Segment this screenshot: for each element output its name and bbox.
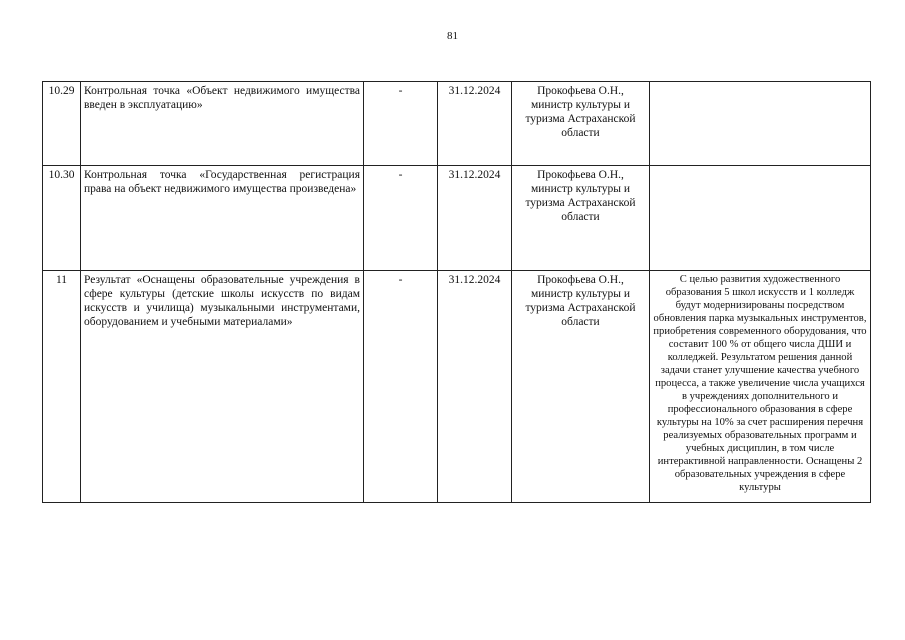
table-row [43, 271, 871, 503]
row-name: Контрольная точка «Государственная регистрация права на объект недвижимого имущества произведена» [81, 166, 364, 271]
row-dash: - [364, 82, 438, 166]
row-name: Результат «Оснащены образовательные учреждения в сфере культуры (детские школы искусств по видам искусств и училища) музыкальными инструментами, оборудованием и учебными материалами» [81, 271, 364, 503]
row-comment [650, 166, 871, 271]
table-row [43, 166, 871, 271]
row-number: 10.29 [43, 82, 81, 166]
page-number: 81 [447, 30, 458, 42]
row-date: 31.12.2024 [438, 166, 512, 271]
row-number: 11 [43, 271, 81, 503]
row-responsible: Прокофьева О.Н., министр культуры и туризма Астраханской области [512, 271, 650, 503]
row-number: 10.30 [43, 166, 81, 271]
plan-table [42, 81, 871, 503]
row-comment [650, 82, 871, 166]
table-row [43, 82, 871, 166]
row-date: 31.12.2024 [438, 271, 512, 503]
row-dash: - [364, 166, 438, 271]
row-dash: - [364, 271, 438, 503]
row-comment: С целью развития художественного образования 5 школ искусств и 1 колледж будут модернизированы посредством обновления парка музыкальных инструментов, приобретения современного оборудования, что составит 100 % от общего числа ДШИ и колледжей. Результатом решения данной задачи станет улучшение качества учебного процесса, а также увеличение числа учащихся в учреждениях дополнительного и профессионального образования в сфере культуры на 10% за счет расширения перечня реализуемых образовательных программ и учебных дисциплин, в том числе интерактивной направленности. Оснащены 2 образовательных учреждения в сфере культуры [650, 271, 871, 503]
row-responsible: Прокофьева О.Н., министр культуры и туризма Астраханской области [512, 166, 650, 271]
row-date: 31.12.2024 [438, 82, 512, 166]
row-name: Контрольная точка «Объект недвижимого имущества введен в эксплуатацию» [81, 82, 364, 166]
row-responsible: Прокофьева О.Н., министр культуры и туризма Астраханской области [512, 82, 650, 166]
